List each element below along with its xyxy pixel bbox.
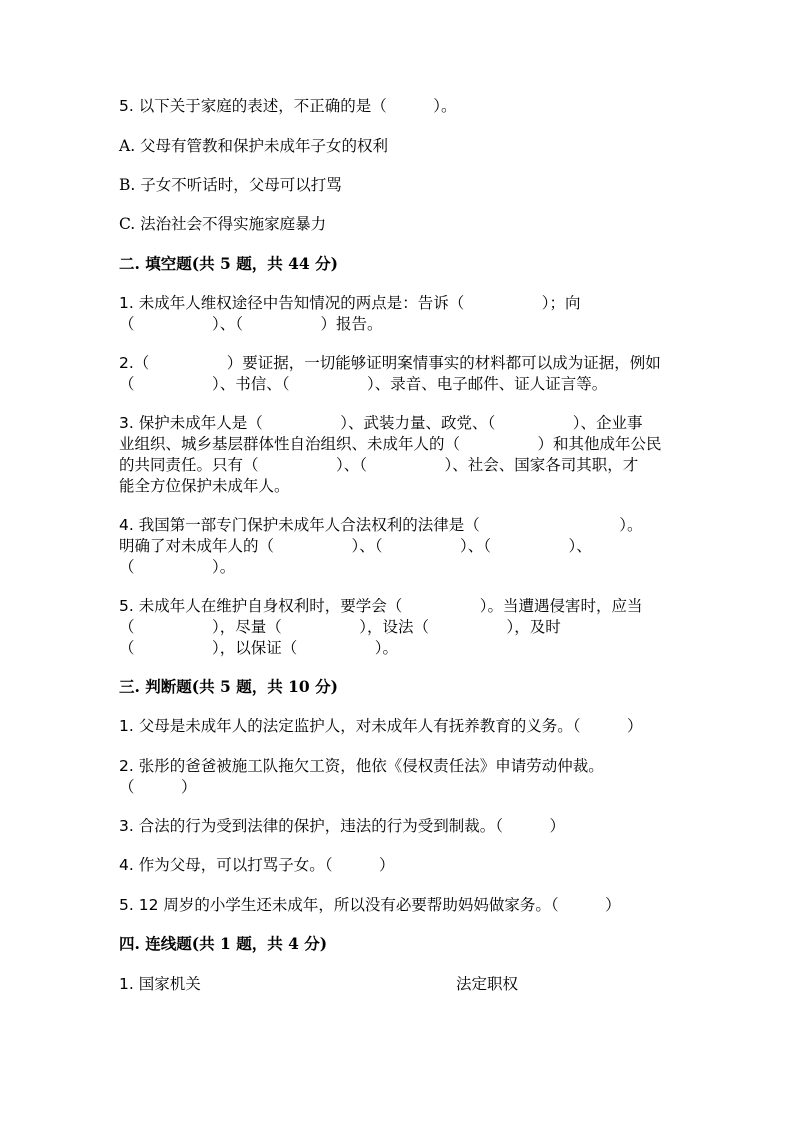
fill-question-3-line-1: 3. 保护未成年人是（ ）、武装力量、政党、（ ）、企业事	[119, 414, 643, 432]
match-right-item-1: 法定职权	[456, 975, 519, 993]
fill-question-3-line-3: 的共同责任。只有（ ）、（ ）、社会、国家各司其职，才	[119, 456, 639, 474]
section-heading-match: 四. 连线题(共 1 题，共 4 分)	[119, 934, 328, 953]
fill-question-1-line-1: 1. 未成年人维权途径中告知情况的两点是：告诉（ ）；向	[119, 294, 581, 312]
fill-question-4-line-1: 4. 我国第一部专门保护未成年人合法权利的法律是（ ）。	[119, 516, 643, 534]
judge-question-2-line-1: 2. 张彤的爸爸被施工队拖欠工资，他依《侵权责任法》申请劳动仲裁。	[119, 757, 604, 775]
fill-question-5-line-2: （ ），尽量（ ），设法（ ），及时	[119, 618, 561, 636]
fill-question-4-line-2: 明确了对未成年人的（ ）、（ ）、（ ）、	[119, 537, 592, 555]
choice-option-a: A. 父母有管教和保护未成年子女的权利	[119, 137, 389, 155]
judge-question-5: 5. 12 周岁的小学生还未成年，所以没有必要帮助妈妈做家务。（ ）	[119, 896, 621, 914]
judge-question-4: 4. 作为父母，可以打骂子女。（ ）	[119, 856, 395, 874]
fill-question-2-line-2: （ ）、书信、（ ）、录音、电子邮件、证人证言等。	[119, 375, 608, 393]
judge-question-2-line-2: （ ）	[119, 778, 197, 796]
fill-question-5-line-1: 5. 未成年人在维护自身权利时，要学会（ ）。当遭遇侵害时，应当	[119, 597, 643, 615]
fill-question-5-line-3: （ ），以保证（ ）。	[119, 639, 399, 657]
section-heading-judge: 三. 判断题(共 5 题，共 10 分)	[119, 677, 338, 696]
fill-question-1-line-2: （ ）、（ ）报告。	[119, 315, 383, 333]
match-left-item-1: 1. 国家机关	[119, 975, 201, 993]
judge-question-1: 1. 父母是未成年人的法定监护人，对未成年人有抚养教育的义务。（ ）	[119, 717, 643, 735]
fill-question-3-line-4: 能全方位保护未成年人。	[119, 477, 290, 495]
judge-question-3: 3. 合法的行为受到法律的保护，违法的行为受到制裁。（ ）	[119, 817, 565, 835]
fill-question-3-line-2: 业组织、城乡基层群体性自治组织、未成年人的（ ）和其他成年公民	[119, 435, 662, 453]
choice-option-c: C. 法治社会不得实施家庭暴力	[119, 215, 327, 233]
fill-question-2-line-1: 2.（ ）要证据，一切能够证明案情事实的材料都可以成为证据，例如	[119, 354, 661, 372]
fill-question-4-line-3: （ ）。	[119, 558, 236, 576]
choice-question-5: 5. 以下关于家庭的表述，不正确的是（ ）。	[119, 97, 457, 115]
section-heading-fill: 二. 填空题(共 5 题，共 44 分)	[119, 254, 338, 273]
choice-option-b: B. 子女不听话时，父母可以打骂	[119, 176, 342, 194]
